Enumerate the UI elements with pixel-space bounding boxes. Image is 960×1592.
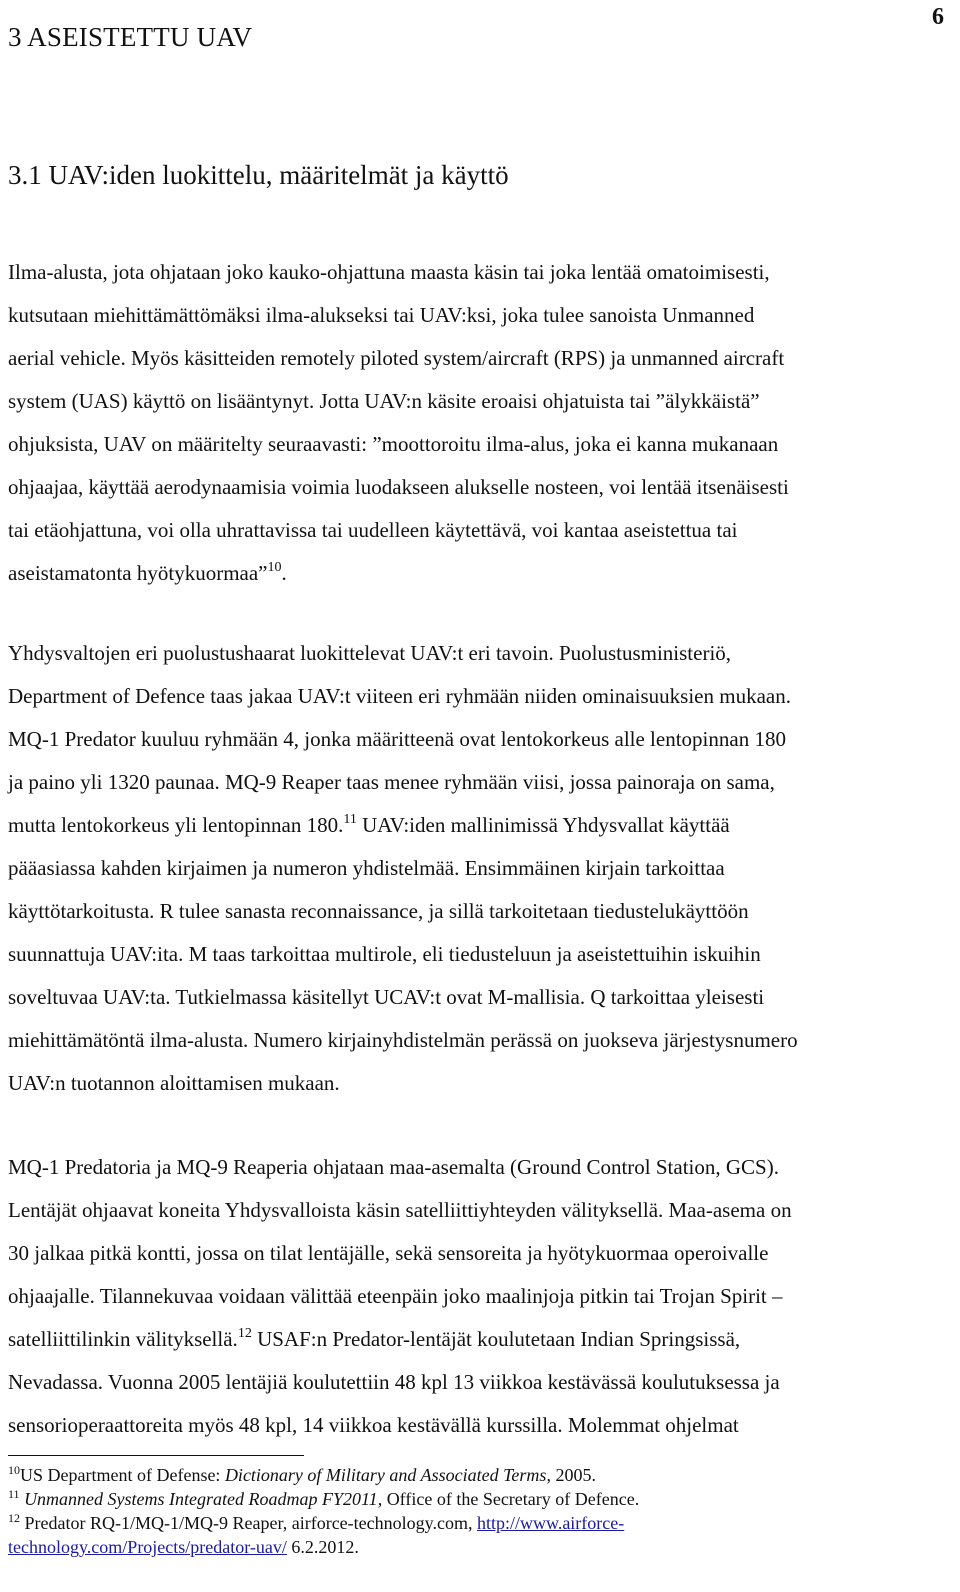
- footnote-11: [8, 1487, 952, 1511]
- section-heading: 3.1 UAV:iden luokittelu, määritelmät ja käyttö: [8, 160, 509, 190]
- footnote-12-continued: [8, 1535, 952, 1559]
- paragraph-uav-classification: [8, 632, 952, 1105]
- text-fragment: UAV:iden mallinimissä Yhdysvallat käyttää: [356, 813, 730, 837]
- text-line: 30 jalkaa pitkä kontti, jossa on tilat lentäjälle, sekä sensoreita ja hyötykuormaa operoivalle: [8, 1241, 769, 1265]
- text-line: käyttötarkoitusta. R tulee sanasta reconnaissance, ja sillä tarkoitetaan tiedustelukäyttöön: [8, 899, 749, 923]
- footnote-text: 6.2.2012.: [286, 1537, 359, 1557]
- chapter-heading: 3 ASEISTETTU UAV: [8, 22, 253, 52]
- text-line: UAV:n tuotannon aloittamisen mukaan.: [8, 1071, 340, 1095]
- paragraph-ground-control: [8, 1146, 952, 1447]
- text-line: tai etäohjattuna, voi olla uhrattavissa tai uudelleen käytettävä, voi kantaa aseistettua tai: [8, 518, 738, 542]
- footnote-ref-11[interactable]: 11: [343, 812, 357, 827]
- text-fragment: mutta lentokorkeus yli lentopinnan 180.: [8, 813, 344, 837]
- text-line: Ilma-alusta, jota ohjataan joko kauko-ohjattuna maasta käsin tai joka lentää omatoimisesti,: [8, 260, 770, 284]
- text-line: MQ-1 Predator kuuluu ryhmään 4, jonka määritteenä ovat lentokorkeus alle lentopinnan 180: [8, 727, 786, 751]
- footnote-number: 10: [8, 1463, 20, 1477]
- footnote-12: [8, 1511, 952, 1535]
- text-line: [8, 552, 952, 595]
- footnote-link[interactable]: http://www.airforce-: [476, 1513, 625, 1533]
- text-fragment: USAF:n Predator-lentäjät koulutetaan Indian Springsissä,: [251, 1327, 741, 1351]
- text-line: ohjaajaa, käyttää aerodynaamisia voimia luodakseen alukselle nosteen, voi lentää itsenäisesti: [8, 475, 789, 499]
- paragraph-uav-definition: [8, 251, 952, 595]
- text-line: Lentäjät ohjaavat koneita Yhdysvalloista käsin satelliittiyhteyden välityksellä. Maa-asema on: [8, 1198, 792, 1222]
- text-line: [8, 804, 952, 847]
- footnote-text: , Office of the Secretary of Defence.: [377, 1489, 640, 1509]
- text-fragment: .: [281, 561, 287, 585]
- page-number: 6: [932, 4, 944, 30]
- text-line: aerial vehicle. Myös käsitteiden remotely piloted system/aircraft (RPS) ja unmanned aircraft: [8, 346, 785, 370]
- text-line: soveltuvaa UAV:ta. Tutkielmassa käsitellyt UCAV:t ovat M-mallisia. Q tarkoittaa yleisesti: [8, 985, 765, 1009]
- text-line: ohjaajalle. Tilannekuvaa voidaan välittää eteenpäin joko maalinjoja pitkin tai Trojan Spirit –: [8, 1284, 783, 1308]
- footnote-text: Predator RQ-1/MQ-1/MQ-9 Reaper, airforce-technology.com,: [20, 1513, 477, 1533]
- text-line: Department of Defence taas jakaa UAV:t viiteen eri ryhmään niiden ominaisuuksien mukaan.: [8, 684, 791, 708]
- footnote-number: 12: [8, 1511, 20, 1525]
- text-line: Nevadassa. Vuonna 2005 lentäjiä koulutettiin 48 kpl 13 viikkoa kestävässä koulutuksessa ja: [8, 1370, 780, 1394]
- text-line: system (UAS) käyttö on lisääntynyt. Jotta UAV:n käsite eroaisi ohjatuista tai ”älykkäistä”: [8, 389, 760, 413]
- footnote-text: US Department of Defense:: [20, 1465, 225, 1485]
- text-line: sensorioperaattoreita myös 48 kpl, 14 viikkoa kestävällä kurssilla. Molemmat ohjelmat: [8, 1413, 739, 1437]
- footnote-title: Unmanned Systems Integrated Roadmap FY2011: [24, 1489, 378, 1509]
- footnote-number: 11: [8, 1487, 20, 1501]
- text-fragment: aseistamatonta hyötykuormaa”: [8, 561, 268, 585]
- text-line: pääasiassa kahden kirjaimen ja numeron yhdistelmää. Ensimmäinen kirjain tarkoittaa: [8, 856, 725, 880]
- text-line: MQ-1 Predatoria ja MQ-9 Reaperia ohjataan maa-asemalta (Ground Control Station, GCS).: [8, 1155, 779, 1179]
- text-fragment: satelliittilinkin välityksellä.: [8, 1327, 238, 1351]
- footnote-ref-12[interactable]: 12: [237, 1326, 252, 1341]
- footnote-ref-10[interactable]: 10: [267, 560, 282, 575]
- text-line: kutsutaan miehittämättömäksi ilma-alukseksi tai UAV:ksi, joka tulee sanoista Unmanned: [8, 303, 755, 327]
- footnotes: [8, 1463, 952, 1559]
- text-line: [8, 1318, 952, 1361]
- text-line: suunnattuja UAV:ita. M taas tarkoittaa multirole, eli tiedusteluun ja aseistettuihin iskuihin: [8, 942, 761, 966]
- footnote-text: , 2005.: [546, 1465, 596, 1485]
- footnote-title: Dictionary of Military and Associated Terms: [224, 1465, 547, 1485]
- text-line: miehittämätöntä ilma-alusta. Numero kirjainyhdistelmän perässä on juokseva järjestysnumero: [8, 1028, 798, 1052]
- text-line: Yhdysvaltojen eri puolustushaarat luokittelevat UAV:t eri tavoin. Puolustusministeriö,: [8, 641, 732, 665]
- footnote-divider: [8, 1455, 304, 1456]
- footnote-10: [8, 1463, 952, 1487]
- text-line: ja paino yli 1320 paunaa. MQ-9 Reaper taas menee ryhmään viisi, jossa painoraja on sama,: [8, 770, 775, 794]
- footnote-link[interactable]: technology.com/Projects/predator-uav/: [8, 1537, 287, 1557]
- text-line: ohjuksista, UAV on määritelty seuraavasti: ”moottoroitu ilma-alus, joka ei kanna mukanaan: [8, 432, 779, 456]
